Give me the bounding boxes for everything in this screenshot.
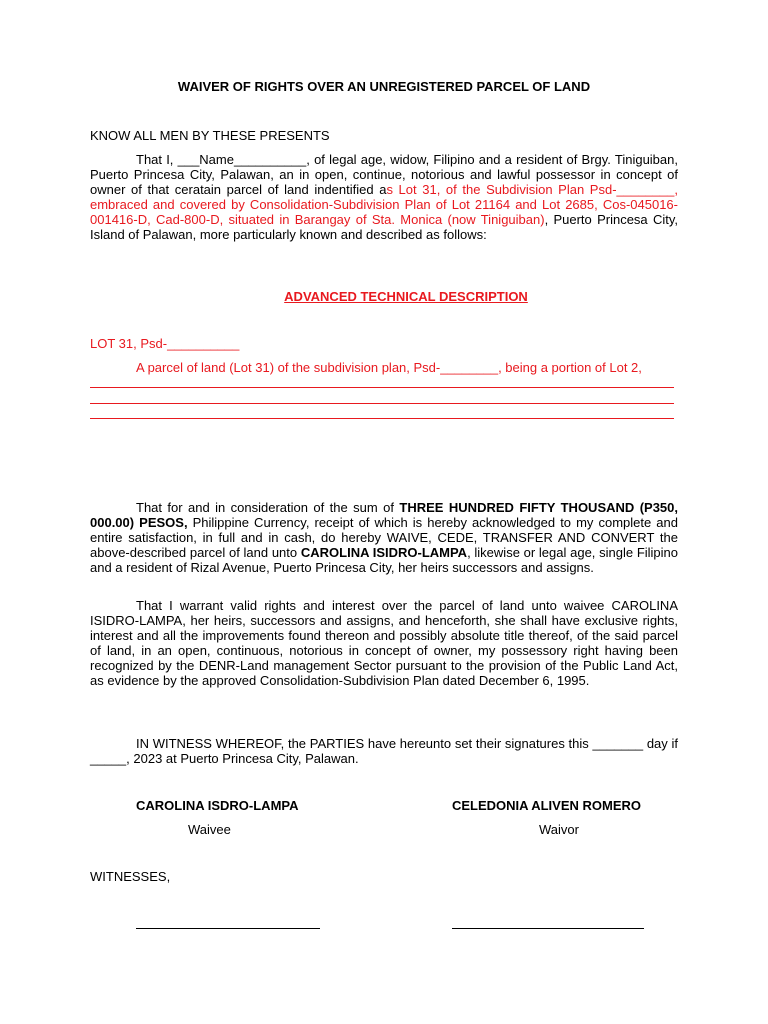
waivee-signatory-name: CAROLINA ISDRO-LAMPA bbox=[136, 798, 299, 813]
ownership-text-2: , Puerto Princesa City, Island of Palawan, more particularly known and described as follows: bbox=[90, 212, 678, 242]
description-blank-line-1 bbox=[90, 387, 674, 388]
waivee-role-label: Waivee bbox=[188, 822, 231, 837]
description-blank-line-3 bbox=[90, 418, 674, 419]
document-title: WAIVER OF RIGHTS OVER AN UNREGISTERED PARCEL OF LAND bbox=[177, 79, 591, 94]
paragraph-warranty: That I warrant valid rights and interest over the parcel of land unto waivee CAROLINA ISIDRO-LAMPA, her heirs, successors and assigns, and henceforth, she shall have exclusive rights, interest and all the improvements found thereon and possibly absolute title thereof, of the said parcel of land, in an open, continuous, notorious in concept of owner, my possessory right having been recognized by the DENR-Land management Sector pursuant to the provision of the Public Land Act, as evidence by the approved Consolidation-Subdivision Plan dated December 6, 1995. bbox=[90, 598, 678, 688]
witness-signature-line-1 bbox=[136, 928, 320, 929]
consideration-text-1: That for and in consideration of the sum of bbox=[136, 500, 400, 515]
consideration-text-3: , likewise or legal age, single Filipino and a resident of Rizal Avenue, Puerto Princesa City, her heirs successors and assigns. bbox=[90, 545, 678, 575]
consideration-amount: THREE HUNDRED FIFTY THOUSAND (P350, 000.00) PESOS, bbox=[90, 500, 679, 530]
lot-description: A parcel of land (Lot 31) of the subdivision plan, Psd-________, being a portion of Lot 2, bbox=[136, 360, 642, 375]
ownership-lot-reference: s Lot 31, of the Subdivision Plan Psd-________, embraced and covered by Consolidation-Subdivision Plan of Lot 21164 and Lot 2685, Cos-045016-001416-D, Cad-800-D, situated in Barangay of Sta. Monica (now Tiniguiban) bbox=[90, 182, 678, 227]
opening-line: KNOW ALL MEN BY THESE PRESENTS bbox=[90, 128, 330, 143]
witness-signature-line-2 bbox=[452, 928, 644, 929]
paragraph-ownership bbox=[90, 152, 678, 242]
waivor-signatory-name: CELEDONIA ALIVEN ROMERO bbox=[452, 798, 641, 813]
witnesses-label: WITNESSES, bbox=[90, 869, 171, 884]
ownership-text-1: That I, ___Name__________, of legal age, widow, Filipino and a resident of Brgy. Tiniguiban, Puerto Princesa City, Palawan, an in open, continue, notorious and lawful possessor in concept of owner of that ceratain parcel of land indentified a bbox=[90, 152, 678, 197]
waivor-role-label: Waivor bbox=[539, 822, 579, 837]
consideration-text-2: Philippine Currency, receipt of which is hereby acknowledged to my complete and entire satisfaction, in full and in cash, do hereby WAIVE, CEDE, TRANSFER AND CONVERT the above-described parcel of land unto bbox=[90, 515, 678, 560]
waivee-name-inline: CAROLINA ISIDRO-LAMPA bbox=[300, 545, 468, 560]
paragraph-witness-whereof: IN WITNESS WHEREOF, the PARTIES have hereunto set their signatures this _______ day if _____, 2023 at Puerto Princesa City, Palawan. bbox=[90, 736, 678, 766]
technical-description-heading: ADVANCED TECHNICAL DESCRIPTION bbox=[284, 289, 528, 304]
paragraph-consideration bbox=[90, 500, 678, 575]
description-blank-line-2 bbox=[90, 403, 674, 404]
lot-label: LOT 31, Psd-__________ bbox=[90, 336, 240, 351]
